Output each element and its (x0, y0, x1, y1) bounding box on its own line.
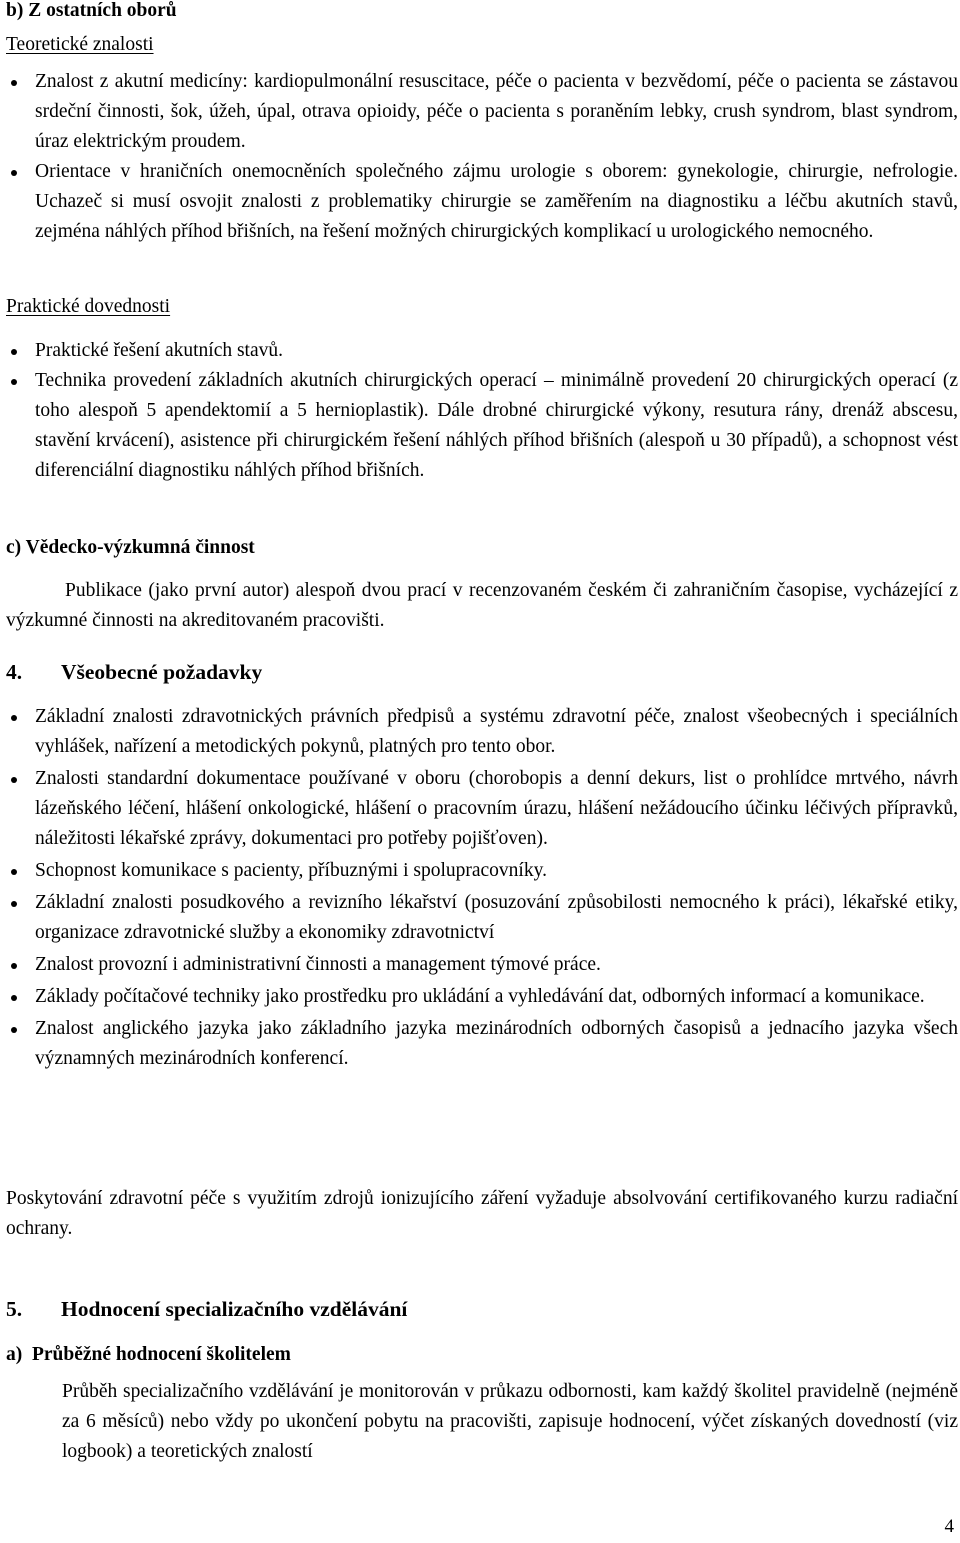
list-item: Základy počítačové techniky jako prostředku pro ukládání a vyhledávání dat, odborných informací a komunikace. (0, 982, 958, 1012)
theory-list (0, 67, 958, 247)
radiation-note: Poskytování zdravotní péče s využitím zdrojů ionizujícího záření vyžaduje absolvování certifikovaného kurzu radiační ochrany. (6, 1188, 958, 1239)
section-number: 5. (6, 1297, 23, 1321)
list-item: Technika provedení základních akutních chirurgických operací – minimálně provedení 20 chirurgických operací (z toho alespoň 5 apendektomií a 5 hernioplastik). Dále drobné chirurgické výkony, resutura rány, drenáž abscesu, stavění krvácení), asistence při chirurgickém řešení náhlých příhod břišních (alespoň u 30 případů), a schopnost vést diferenciální diagnostiku náhlých příhod břišních. (0, 366, 958, 486)
list-item: Základní znalosti posudkového a revizního lékařství (posuzování způsobilosti nemocného k práci), lékařské etiky, organizace zdravotnické služby a ekonomiky zdravotnictví (0, 888, 958, 948)
section-c-text: Publikace (jako první autor) alespoň dvou prací v recenzovaném českém či zahraničním časopise, vycházející z výzkumné činnosti na akreditovaném pracovišti. (6, 580, 958, 631)
list-item: Orientace v hraničních onemocněních společného zájmu urologie s oborem: gynekologie, chirurgie, nefrologie. Uchazeč si musí osvojit znalosti z problematiky chirurgie se zaměřením na diagnostiku a léčbu akutních stavů, zejména náhlých příhod břišních, na řešení možných chirurgických komplikací u urologického nemocného. (0, 157, 958, 247)
section-5-heading (6, 1297, 407, 1322)
section-title: Hodnocení specializačního vzdělávání (61, 1297, 408, 1321)
section-4-heading (6, 660, 262, 685)
skills-subheading: Praktické dovednosti (6, 296, 171, 317)
list-item: Schopnost komunikace s pacienty, příbuznými i spolupracovníky. (0, 856, 958, 886)
subsection-a-heading: a) Průběžné hodnocení školitelem (6, 1344, 291, 1365)
list-item: Znalost provozní i administrativní činnosti a management týmové práce. (0, 950, 958, 980)
section-b-heading: b) Z ostatních oborů (6, 0, 177, 21)
subsection-a-text: Průběh specializačního vzdělávání je monitorován v průkazu odbornosti, kam každý školitel pravidelně (nejméně za 6 měsíců) nebo vždy po ukončení pobytu na pracovišti, zapisuje hodnocení, výčet získaných dovedností (viz logbook) a teoretických znalostí (62, 1381, 958, 1462)
section-title: Všeobecné požadavky (61, 660, 263, 684)
list-item: Znalost z akutní medicíny: kardiopulmonální resuscitace, péče o pacienta v bezvědomí, péče o pacienta se zástavou srdeční činnosti, šok, úžeh, úpal, otrava opioidy, péče o pacienta s poraněním lebky, crush syndrom, blast syndrom, úraz elektrickým proudem. (0, 67, 958, 157)
list-item: Znalosti standardní dokumentace používané v oboru (chorobopis a denní dekurs, list o prohlídce mrtvého, návrh lázeňského léčení, hlášení onkologické, hlášení o pracovním úrazu, hlášení nežádoucího účinku léčivých přípravků, náležitosti lékařské zprávy, dokumentaci pro potřeby pojišťoven). (0, 764, 958, 854)
page-number: 4 (944, 1516, 954, 1537)
theory-subheading: Teoretické znalosti (6, 34, 154, 55)
section-number: 4. (6, 660, 23, 684)
requirements-list (0, 702, 958, 1074)
section-c-heading: c) Vědecko-výzkumná činnost (6, 537, 255, 558)
list-item: Praktické řešení akutních stavů. (0, 336, 958, 366)
skills-list (0, 336, 958, 486)
list-item: Znalost anglického jazyka jako základního jazyka mezinárodních odborných časopisů a jednacího jazyka všech významných mezinárodních konferencí. (0, 1014, 958, 1074)
list-item: Základní znalosti zdravotnických právních předpisů a systému zdravotní péče, znalost všeobecných i speciálních vyhlášek, nařízení a metodických pokynů, platných pro tento obor. (0, 702, 958, 762)
